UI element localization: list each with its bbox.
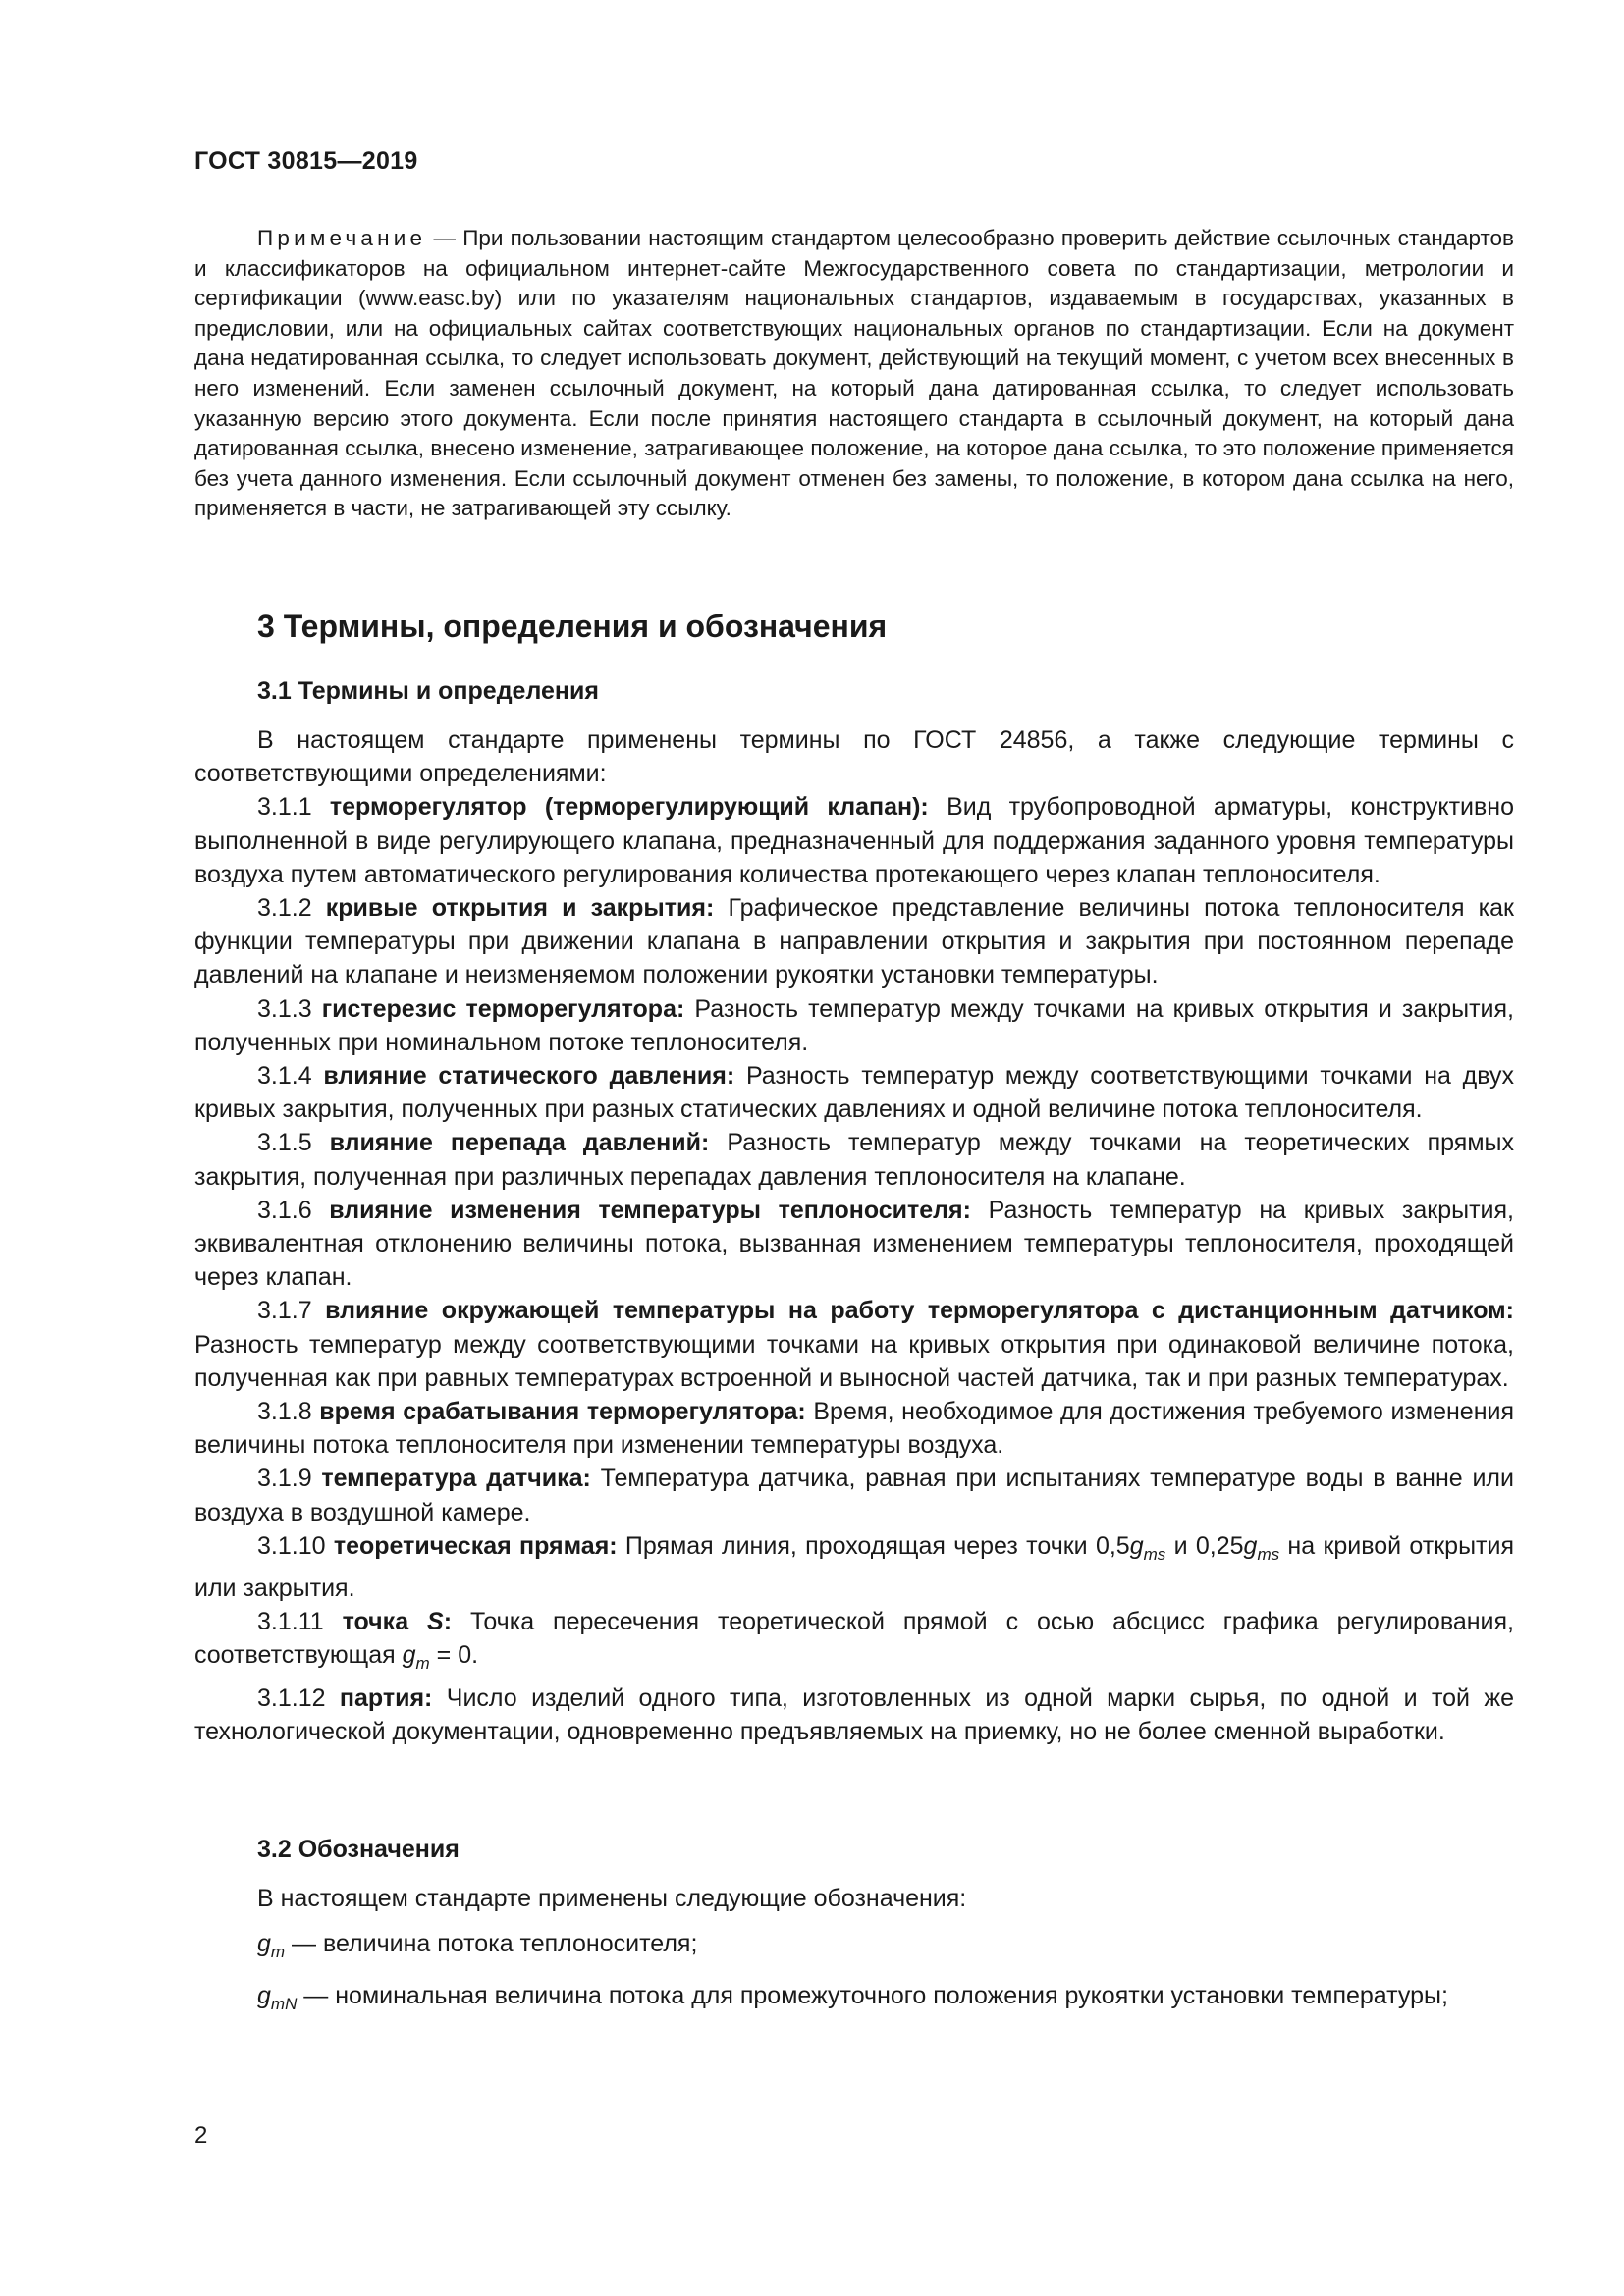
term-item [194, 1605, 1514, 1681]
term-definition: Разность температур между соответствующими точками на кривых открытия при одинаковой величине потока, полученная как при равных температурах встроенной и выносной частей датчика, так и при разных температурах. [194, 1330, 1514, 1392]
terms-intro: В настоящем стандарте применены термины по ГОСТ 24856, а также следующие термины с соответствующими определениями: [194, 726, 1514, 788]
term-number: 3.1.6 [257, 1196, 330, 1224]
section-title: 3 Термины, определения и обозначения [257, 609, 888, 644]
var-g: g [402, 1641, 416, 1670]
term-number: 3.1.12 [257, 1683, 340, 1712]
term-number: 3.1.8 [257, 1398, 320, 1426]
term-definition-a: Точка пересечения теоретической прямой с осью абсцисс графика регулирования, соответствующая [194, 1608, 1514, 1670]
term-item [194, 992, 1514, 1059]
symbol-sub: mN [270, 1995, 298, 2014]
subsection-title-symbols: 3.2 Обозначения [257, 1836, 460, 1863]
term-name: кривые открытия и закрытия: [325, 894, 715, 923]
term-definition-a: Прямая линия, проходящая через точки 0,5 [617, 1531, 1130, 1560]
term-definition: Разность температур между соответствующими точками на двух кривых закрытия, полученных при разных статических давлениях и одной величине потока теплоносителя. [194, 1062, 1514, 1124]
term-var-s: S [427, 1608, 444, 1636]
term-definition-c: на кривой открытия или закрытия. [194, 1531, 1514, 1603]
term-number: 3.1.1 [257, 793, 330, 822]
document-header: ГОСТ 30815—2019 [194, 147, 418, 175]
symbols-list [194, 1927, 1514, 2021]
term-name: влияние статического давления: [323, 1062, 735, 1091]
term-item [194, 1059, 1514, 1126]
term-definition: Число изделий одного типа, изготовленных из одной марки сырья, по одной и той же технологической документации, одновременно предъявляемых на приемку, но не более сменной выработки. [194, 1683, 1515, 1745]
term-item [194, 1529, 1514, 1605]
term-item [194, 790, 1514, 891]
note-paragraph [194, 224, 1514, 524]
term-number: 3.1.2 [257, 894, 326, 923]
term-name-end: : [443, 1608, 453, 1636]
note-text: — При пользовании настоящим стандартом целесообразно проверить действие ссылочных стандартов и классификаторов на официальном интернет-сайте Межгосударственного совета по стандартизации, метрологии и сертификации (www.easc.by) или по указателям национальных стандартов, издаваемым в государствах, указанных в предисловии, или на официальных сайтах соответствующих национальных органов по стандартизации. Если на документ дана недатированная ссылка, то следует использовать документ, действующий на текущий момент, с учетом всех внесенных в него изменений. Если заменен ссылочный документ, на который дана датированная ссылка, то следует использовать указанную версию этого документа. Если после принятия настоящего стандарта в ссылочный документ, на который дана датированная ссылка, внесено изменение, затрагивающее положение, на которое дана ссылка, то это положение применяется без учета данного изменения. Если ссылочный документ отменен без замены, то положение, в котором дана ссылка на него, применяется в части, не затрагивающей эту ссылку. [194, 226, 1514, 521]
symbol-item [194, 1979, 1514, 2021]
var-sub: m [415, 1654, 430, 1674]
symbol-var: g [257, 1930, 271, 1958]
term-name: влияние перепада давлений: [329, 1129, 710, 1157]
term-number: 3.1.7 [257, 1297, 326, 1325]
page-number: 2 [194, 2122, 208, 2149]
term-number: 3.1.10 [257, 1531, 334, 1560]
term-definition-b: = 0. [429, 1641, 479, 1670]
subsection-title-terms: 3.1 Термины и определения [257, 677, 599, 705]
term-name: партия: [339, 1683, 433, 1712]
symbols-intro: В настоящем стандарте применены следующие обозначения: [257, 1885, 967, 1912]
term-item [194, 1194, 1514, 1295]
term-name: влияние окружающей температуры на работу терморегулятора с дистанционным датчиком: [325, 1297, 1514, 1325]
term-number: 3.1.5 [257, 1129, 330, 1157]
symbol-sub: m [270, 1943, 286, 1962]
symbols-body [194, 1882, 1514, 2022]
term-name: влияние изменения температуры теплоносителя: [329, 1196, 971, 1224]
term-item [194, 891, 1514, 992]
term-item [194, 1126, 1514, 1193]
term-name: время срабатывания терморегулятора: [319, 1398, 806, 1426]
var-sub: ms [1257, 1544, 1280, 1564]
symbol-description: — номинальная величина потока для промежуточного положения рукоятки установки температуры; [297, 1982, 1448, 2010]
term-item [194, 1462, 1514, 1528]
term-item [194, 1294, 1514, 1395]
term-number: 3.1.11 [257, 1608, 343, 1636]
term-definition: Разность температур между точками на теоретических прямых закрытия, полученная при различных перепадах давления теплоносителя на клапане. [194, 1129, 1514, 1191]
term-name: температура датчика: [321, 1465, 591, 1493]
note-block [194, 224, 1514, 524]
term-name: терморегулятор (терморегулирующий клапан): [329, 793, 929, 822]
var-sub: ms [1143, 1544, 1166, 1564]
term-definition: Графическое представление величины потока теплоносителя как функции температуры при движении клапана в направлении открытия и закрытия при постоянном перепаде давлений на клапане и неизменяемом положении рукоятки установки температуры. [194, 894, 1514, 989]
term-item [194, 1395, 1514, 1462]
term-number: 3.1.3 [257, 994, 322, 1023]
term-item [194, 1682, 1514, 1748]
term-definition: Вид трубопроводной арматуры, конструктивно выполненной в виде регулирующего клапана, предназначенный для поддержания заданного уровня температуры воздуха путем автоматического регулирования количества протекающего через клапан теплоносителя. [194, 793, 1514, 888]
term-definition-b: и 0,25 [1165, 1531, 1244, 1560]
symbol-description: — величина потока теплоносителя; [285, 1930, 698, 1958]
symbol-var: g [257, 1982, 271, 2010]
term-definition: Разность температур между точками на кривых открытия и закрытия, полученных при номинальном потоке теплоносителя. [194, 994, 1514, 1056]
var-g: g [1243, 1531, 1258, 1560]
note-label: Примечание [257, 226, 427, 250]
term-definition: Разность температур на кривых закрытия, эквивалентная отклонению величины потока, вызванная изменением температуры теплоносителя, проходящей через клапан. [194, 1196, 1514, 1292]
term-name: теоретическая прямая: [333, 1531, 618, 1560]
term-name: точка [342, 1608, 428, 1636]
symbol-item [194, 1927, 1514, 1969]
term-definition: Время, необходимое для достижения требуемого изменения величины потока теплоносителя при изменении температуры воздуха. [194, 1398, 1515, 1460]
term-number: 3.1.9 [257, 1465, 322, 1493]
term-definition: Температура датчика, равная при испытаниях температуре воды в ванне или воздуха в воздушной камере. [194, 1465, 1514, 1526]
terms-body [194, 723, 1514, 1748]
terms-list [194, 790, 1514, 1528]
term-number: 3.1.4 [257, 1062, 324, 1091]
term-name: гистерезис терморегулятора: [321, 994, 685, 1023]
var-g: g [1129, 1531, 1144, 1560]
